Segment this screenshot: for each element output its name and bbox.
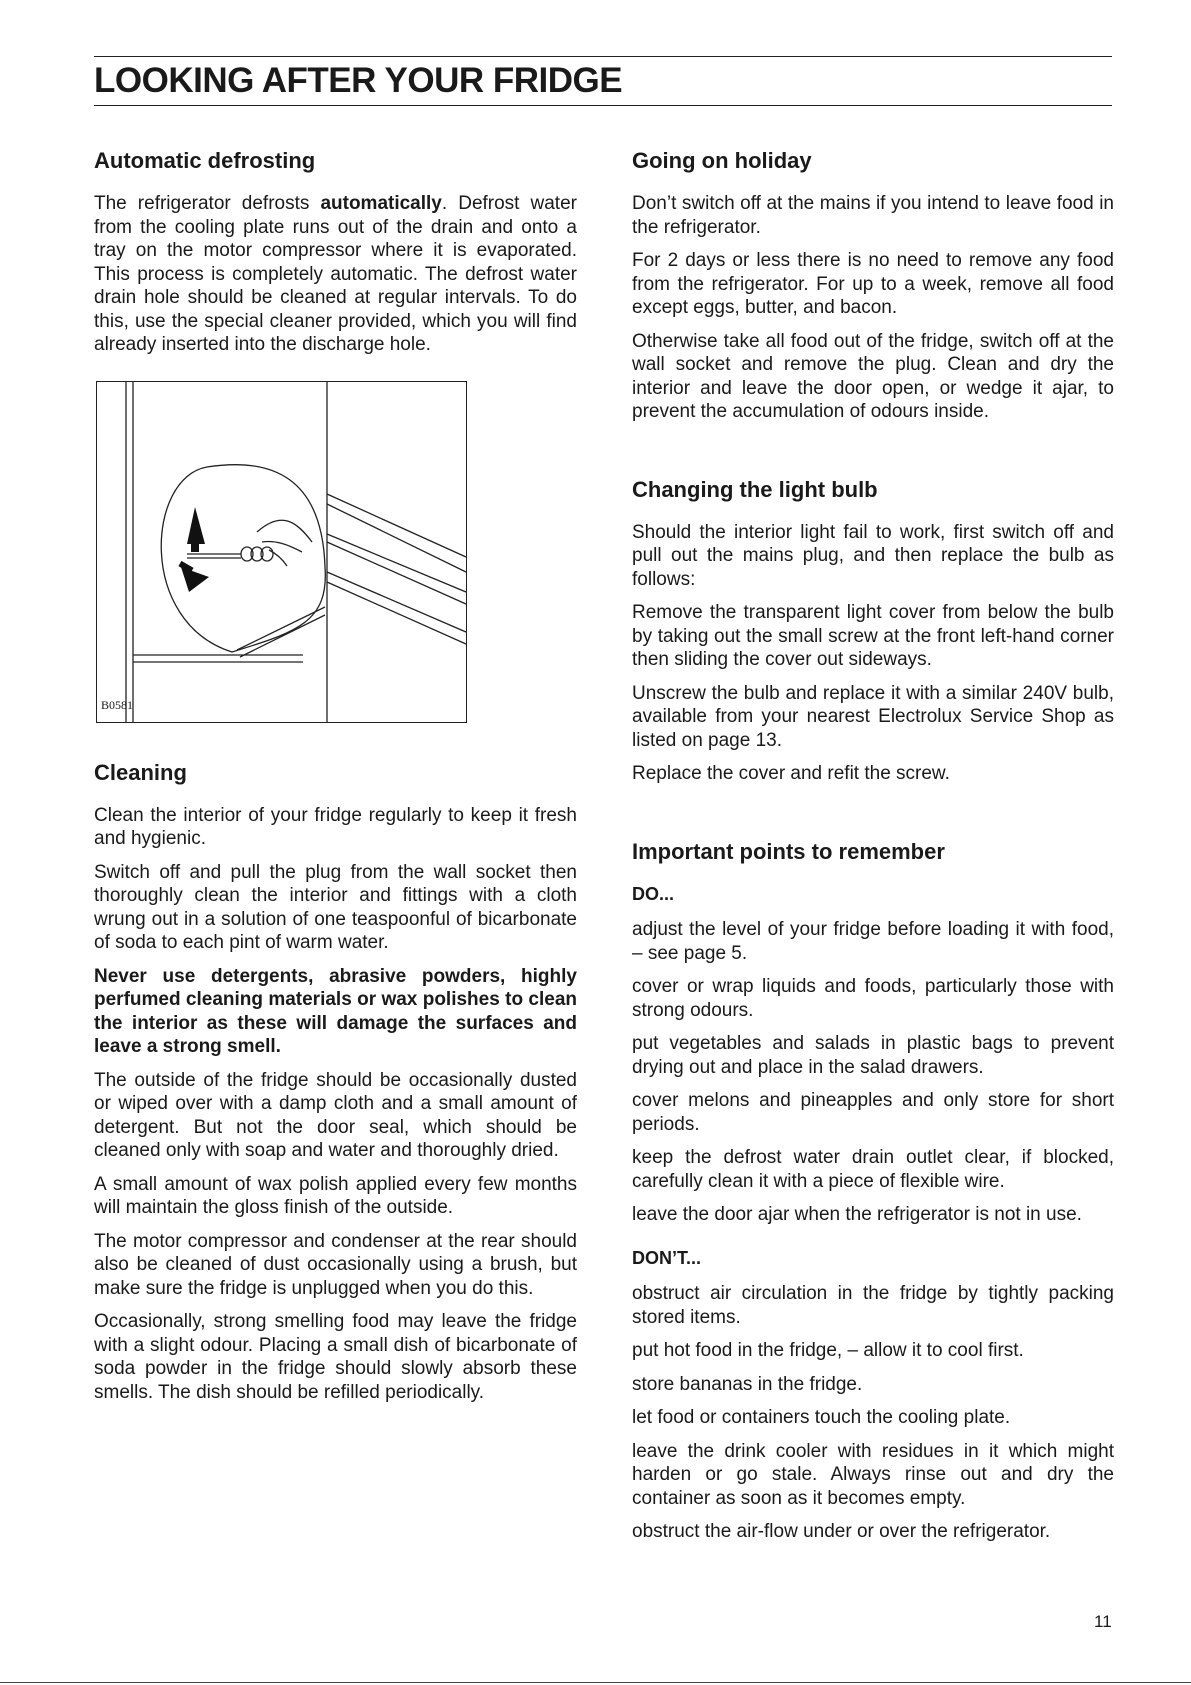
cleaning-warning: Never use detergents, abrasive powders, highly perfumed cleaning materials or wax polishes to clean the interior as these will damage the surfaces and leave a strong smell. bbox=[94, 965, 577, 1057]
do-item: leave the door ajar when the refrigerator is not in use. bbox=[632, 1204, 1082, 1225]
dont-item: put hot food in the fridge, – allow it to cool first. bbox=[632, 1340, 1024, 1361]
section-heading: Changing the light bulb bbox=[632, 476, 878, 502]
do-item: put vegetables and salads in plastic bags to prevent drying out and place in the salad drawers. bbox=[632, 1033, 1114, 1078]
left-column bbox=[94, 147, 577, 1414]
bulb-paragraph: Replace the cover and refit the screw. bbox=[632, 763, 950, 784]
section-cleaning bbox=[94, 759, 577, 1405]
bulb-paragraph: Unscrew the bulb and replace it with a similar 240V bulb, available from your nearest Electrolux Service Shop as listed on page 13. bbox=[632, 682, 1114, 751]
section-heading: Going on holiday bbox=[632, 148, 812, 173]
page-bottom-edge bbox=[0, 1682, 1191, 1683]
holiday-paragraph: Don’t switch off at the mains if you intend to leave food in the refrigerator. bbox=[632, 193, 1114, 238]
do-subheading: DO... bbox=[632, 883, 675, 904]
header-rule-top bbox=[94, 56, 1112, 57]
dont-item: store bananas in the fridge. bbox=[632, 1373, 863, 1395]
do-item: keep the defrost water drain outlet clear, if blocked, carefully clean it with a piece of flexible wire. bbox=[632, 1147, 1114, 1192]
right-column bbox=[632, 147, 1114, 1554]
do-item: cover or wrap liquids and foods, particularly those with strong odours. bbox=[632, 976, 1114, 1021]
defrost-drain-illustration bbox=[96, 381, 467, 723]
dont-subheading: DON’T... bbox=[632, 1247, 702, 1268]
section-changing-light-bulb bbox=[632, 476, 1114, 786]
page-number: 11 bbox=[1094, 1612, 1112, 1631]
section-heading: Important points to remember bbox=[632, 838, 945, 864]
section-heading: Cleaning bbox=[94, 759, 187, 785]
dont-item: leave the drink cooler with residues in it which might harden or go stale. Always rinse out and dry the container as soon as it becomes empty. bbox=[632, 1440, 1114, 1509]
figure-code: B0581 bbox=[101, 698, 134, 712]
do-item: adjust the level of your fridge before loading it with food, – see page 5. bbox=[632, 919, 1114, 964]
cleaning-paragraph: A small amount of wax polish applied every few months will maintain the gloss finish of the outside. bbox=[94, 1173, 577, 1218]
holiday-paragraph: For 2 days or less there is no need to remove any food from the refrigerator. For up to a week, remove all food except eggs, butter, and bacon. bbox=[632, 250, 1114, 318]
dont-item: obstruct the air-flow under or over the refrigerator. bbox=[632, 1521, 1051, 1542]
dont-item: obstruct air circulation in the fridge by tightly packing stored items. bbox=[632, 1283, 1114, 1328]
section-going-on-holiday bbox=[632, 147, 1114, 424]
bulb-paragraph: Should the interior light fail to work, first switch off and pull out the mains plug, and then replace the bulb as follows: bbox=[632, 521, 1114, 590]
drain-cleaner-drawing bbox=[97, 382, 466, 722]
cleaning-paragraph: Switch off and pull the plug from the wall socket then thoroughly clean the interior and fittings with a cloth wrung out in a solution of one teaspoonful of bicarbonate of soda to each pint of warm water. bbox=[94, 861, 577, 953]
dont-item: let food or containers touch the cooling plate. bbox=[632, 1407, 1011, 1428]
header-rule-bottom bbox=[94, 105, 1112, 106]
emphasis-automatically: automatically bbox=[320, 193, 442, 214]
cleaning-paragraph: Clean the interior of your fridge regularly to keep it fresh and hygienic. bbox=[94, 804, 577, 849]
page-title: LOOKING AFTER YOUR FRIDGE bbox=[94, 61, 623, 100]
section-heading: Automatic defrosting bbox=[94, 148, 316, 173]
do-item: cover melons and pineapples and only store for short periods. bbox=[632, 1090, 1114, 1135]
holiday-paragraph: Otherwise take all food out of the fridge, switch off at the wall socket and remove the plug. Clean and dry the interior and leave the door open, or wedge it ajar, to prevent the accumulation of odours inside. bbox=[632, 330, 1114, 422]
cleaning-paragraph: Occasionally, strong smelling food may leave the fridge with a slight odour. Placing a small dish of bicarbonate of soda powder in the fridge should slowly absorb these smells. The dish should be refilled periodically. bbox=[94, 1311, 577, 1403]
bulb-paragraph: Remove the transparent light cover from below the bulb by taking out the small screw at the front left-hand corner then sliding the cover out sideways. bbox=[632, 602, 1114, 670]
section-automatic-defrosting bbox=[94, 147, 577, 357]
cleaning-paragraph: The motor compressor and condenser at the rear should also be cleaned of dust occasionally using a brush, but make sure the fridge is unplugged when you do this. bbox=[94, 1230, 577, 1299]
section-important-points bbox=[632, 838, 1114, 1544]
defrost-paragraph: The refrigerator defrosts automatically. Defrost water from the cooling plate runs out of the drain and onto a tray on the motor compressor where it is evaporated. This process is completely automatic. The defrost water drain hole should be cleaned at regular intervals. To do this, use the special cleaner provided, which you will find already inserted into the discharge hole. bbox=[94, 193, 577, 355]
cleaning-paragraph: The outside of the fridge should be occasionally dusted or wiped over with a damp cloth and a small amount of detergent. But not the door seal, which should be cleaned only with soap and water and thoroughly dried. bbox=[94, 1069, 577, 1161]
